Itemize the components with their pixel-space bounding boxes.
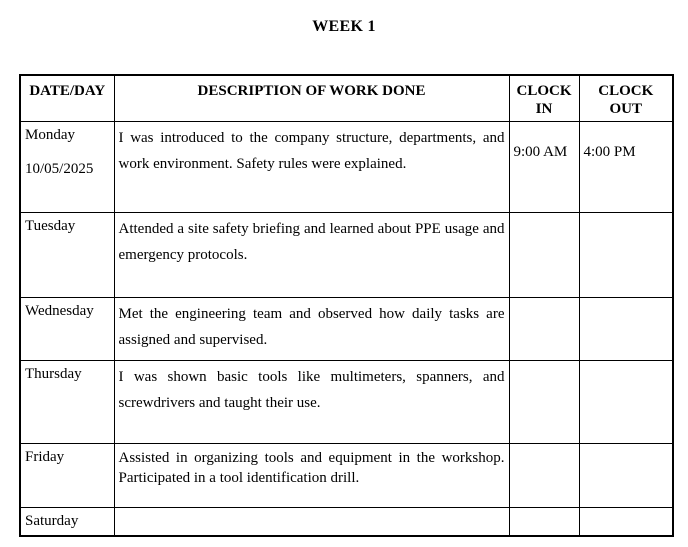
clock-in-cell: 9:00 AM <box>509 122 579 213</box>
day-cell <box>20 213 114 298</box>
description-cell <box>114 508 509 537</box>
clock-in-cell <box>509 213 579 298</box>
day-cell <box>20 444 114 508</box>
date-label: 10/05/2025 <box>25 161 94 177</box>
day-label: Friday <box>25 449 65 465</box>
clock-in-cell <box>509 508 579 537</box>
day-label: Saturday <box>25 513 79 529</box>
day-cell <box>20 122 114 213</box>
description-cell: Met the engineering team and observed how daily tasks are assigned and supervised. <box>114 298 509 361</box>
clock-in-cell <box>509 361 579 444</box>
col-header-description: DESCRIPTION OF WORK DONE <box>114 75 509 122</box>
description-cell: Attended a site safety briefing and learned about PPE usage and emergency protocols. <box>114 213 509 298</box>
table-row-tuesday <box>20 213 673 298</box>
clock-out-cell: 4:00 PM <box>579 122 673 213</box>
day-label: Monday <box>25 127 75 143</box>
description-cell: I was shown basic tools like multimeters, spanners, and screwdrivers and taught their use. <box>114 361 509 444</box>
weekly-log-table <box>19 74 674 537</box>
table-row-wednesday <box>20 298 673 361</box>
clock-out-cell <box>579 298 673 361</box>
clock-in-cell <box>509 444 579 508</box>
clock-out-cell <box>579 444 673 508</box>
table-row-thursday <box>20 361 673 444</box>
table-row-saturday <box>20 508 673 537</box>
table-header-row <box>20 75 673 122</box>
day-label: Tuesday <box>25 218 76 234</box>
description-cell: I was introduced to the company structure, departments, and work environment. Safety rules were explained. <box>114 122 509 213</box>
description-cell: Assisted in organizing tools and equipment in the workshop. Participated in a tool identification drill. <box>114 444 509 508</box>
table-row-friday <box>20 444 673 508</box>
table-row-monday <box>20 122 673 213</box>
day-label: Thursday <box>25 366 82 382</box>
col-header-date-day: DATE/DAY <box>20 75 114 122</box>
clock-out-cell <box>579 361 673 444</box>
page-title: WEEK 1 <box>312 18 376 35</box>
col-header-clock-out: CLOCK OUT <box>579 75 673 122</box>
day-label: Wednesday <box>25 303 94 319</box>
day-cell <box>20 361 114 444</box>
clock-in-cell <box>509 298 579 361</box>
day-cell <box>20 298 114 361</box>
clock-out-cell <box>579 213 673 298</box>
col-header-clock-in: CLOCK IN <box>509 75 579 122</box>
day-cell <box>20 508 114 537</box>
clock-out-cell <box>579 508 673 537</box>
